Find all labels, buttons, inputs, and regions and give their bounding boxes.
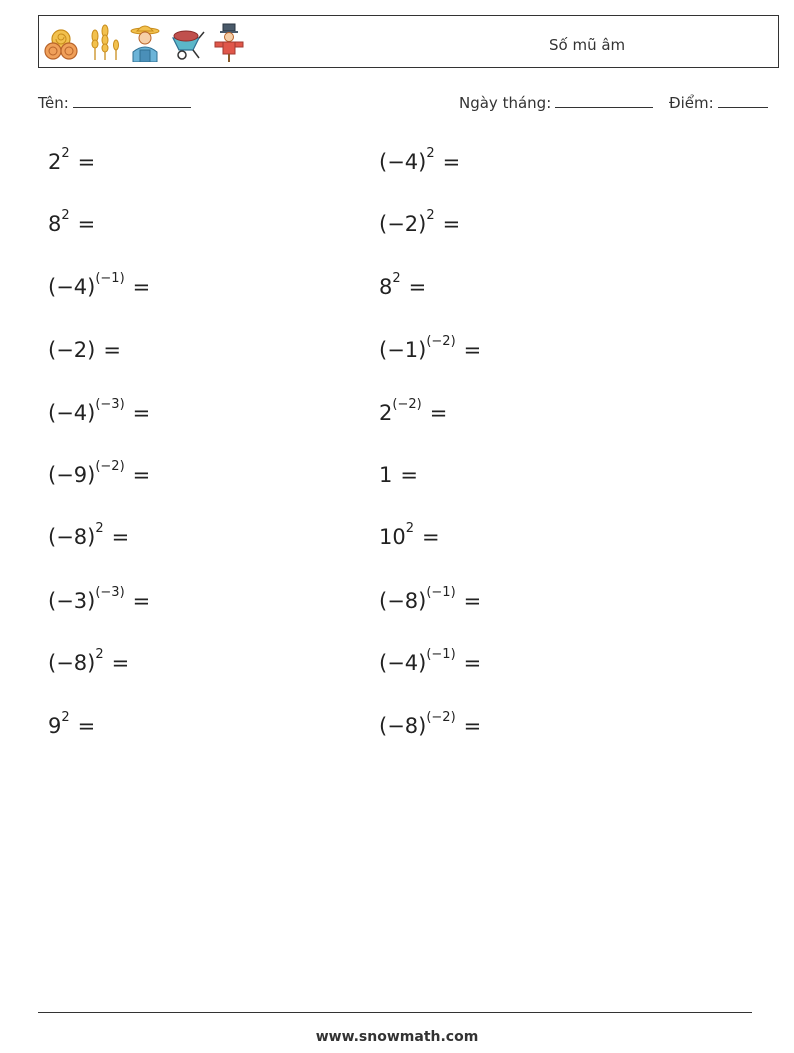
problem [379,271,427,299]
problem-exponent: 2 [61,146,70,161]
problem-exponent: 2 [95,521,104,536]
problem [379,397,448,425]
problem-base: 9 [48,714,62,738]
problem-base: (−4) [379,150,427,174]
date-label: Ngày tháng: [459,94,552,112]
problem-base: 10 [379,525,406,549]
equals-sign: = [111,651,130,675]
problem-exponent: 2 [426,146,435,161]
problem-exponent: (−2) [392,397,422,412]
equals-sign: = [442,150,461,174]
problem [48,585,151,613]
equals-sign: = [463,651,482,675]
worksheet-title: Số mũ âm [549,36,626,54]
problem [48,397,151,425]
problem [379,710,482,738]
problem [379,521,440,549]
problem-exponent: (−3) [95,397,125,412]
problem [48,208,96,236]
problem [48,647,130,675]
problem-exponent: (−2) [95,459,125,474]
problem-exponent: (−3) [95,585,125,600]
problem [48,271,151,299]
problem-base: (−4) [379,651,427,675]
equals-sign: = [132,589,151,613]
problem-exponent: 2 [95,647,104,662]
equals-sign: = [132,401,151,425]
score-label: Điểm: [669,94,714,112]
equals-sign: = [132,275,151,299]
problem-base: (−1) [379,338,427,362]
problem-exponent: (−1) [426,647,456,662]
problem [379,463,418,487]
equals-sign: = [77,212,96,236]
problem [48,710,96,738]
equals-sign: = [103,338,121,362]
problem-exponent: 2 [392,271,401,286]
equals-sign: = [408,275,427,299]
problem-base: (−8) [379,714,427,738]
problem-base: 2 [379,401,393,425]
problem-base: (−9) [48,463,96,487]
problem-exponent: 2 [61,710,70,725]
equals-sign: = [132,463,151,487]
problem [379,146,461,174]
equals-sign: = [77,714,96,738]
equals-sign: = [442,212,461,236]
problem [379,208,461,236]
equals-sign: = [111,525,130,549]
problem [379,334,482,362]
equals-sign: = [463,714,482,738]
problem [48,338,121,362]
problem-exponent: 2 [405,521,415,536]
problem-base: (−8) [48,651,96,675]
equals-sign: = [422,525,440,549]
problem [48,521,130,549]
problem [48,146,96,174]
problem-base: 1 [379,463,393,487]
problem-base: (−2) [379,212,427,236]
problem-exponent: (−2) [426,710,456,725]
problem [48,459,151,487]
problem-exponent: (−1) [95,271,125,286]
footer-divider [38,1012,752,1013]
problem-exponent: (−1) [426,585,456,600]
problem-exponent: (−2) [426,334,456,349]
equals-sign: = [429,401,448,425]
problem-base: (−4) [48,401,96,425]
name-label: Tên: [38,94,69,112]
problem-base: (−8) [379,589,427,613]
equals-sign: = [400,463,418,487]
problem [379,585,482,613]
problem-exponent: 2 [426,208,435,223]
problem-base: 8 [48,212,62,236]
problem-base: (−3) [48,589,96,613]
problem-base: 8 [379,275,393,299]
problem [379,647,482,675]
problem-base: 2 [48,150,62,174]
problem-base: (−4) [48,275,96,299]
equals-sign: = [463,338,482,362]
problem-base: (−8) [48,525,96,549]
problem-base: (−2) [48,338,96,362]
footer-url[interactable]: www.snowmath.com [315,1029,479,1045]
equals-sign: = [77,150,96,174]
problem-exponent: 2 [61,208,70,223]
equals-sign: = [463,589,482,613]
